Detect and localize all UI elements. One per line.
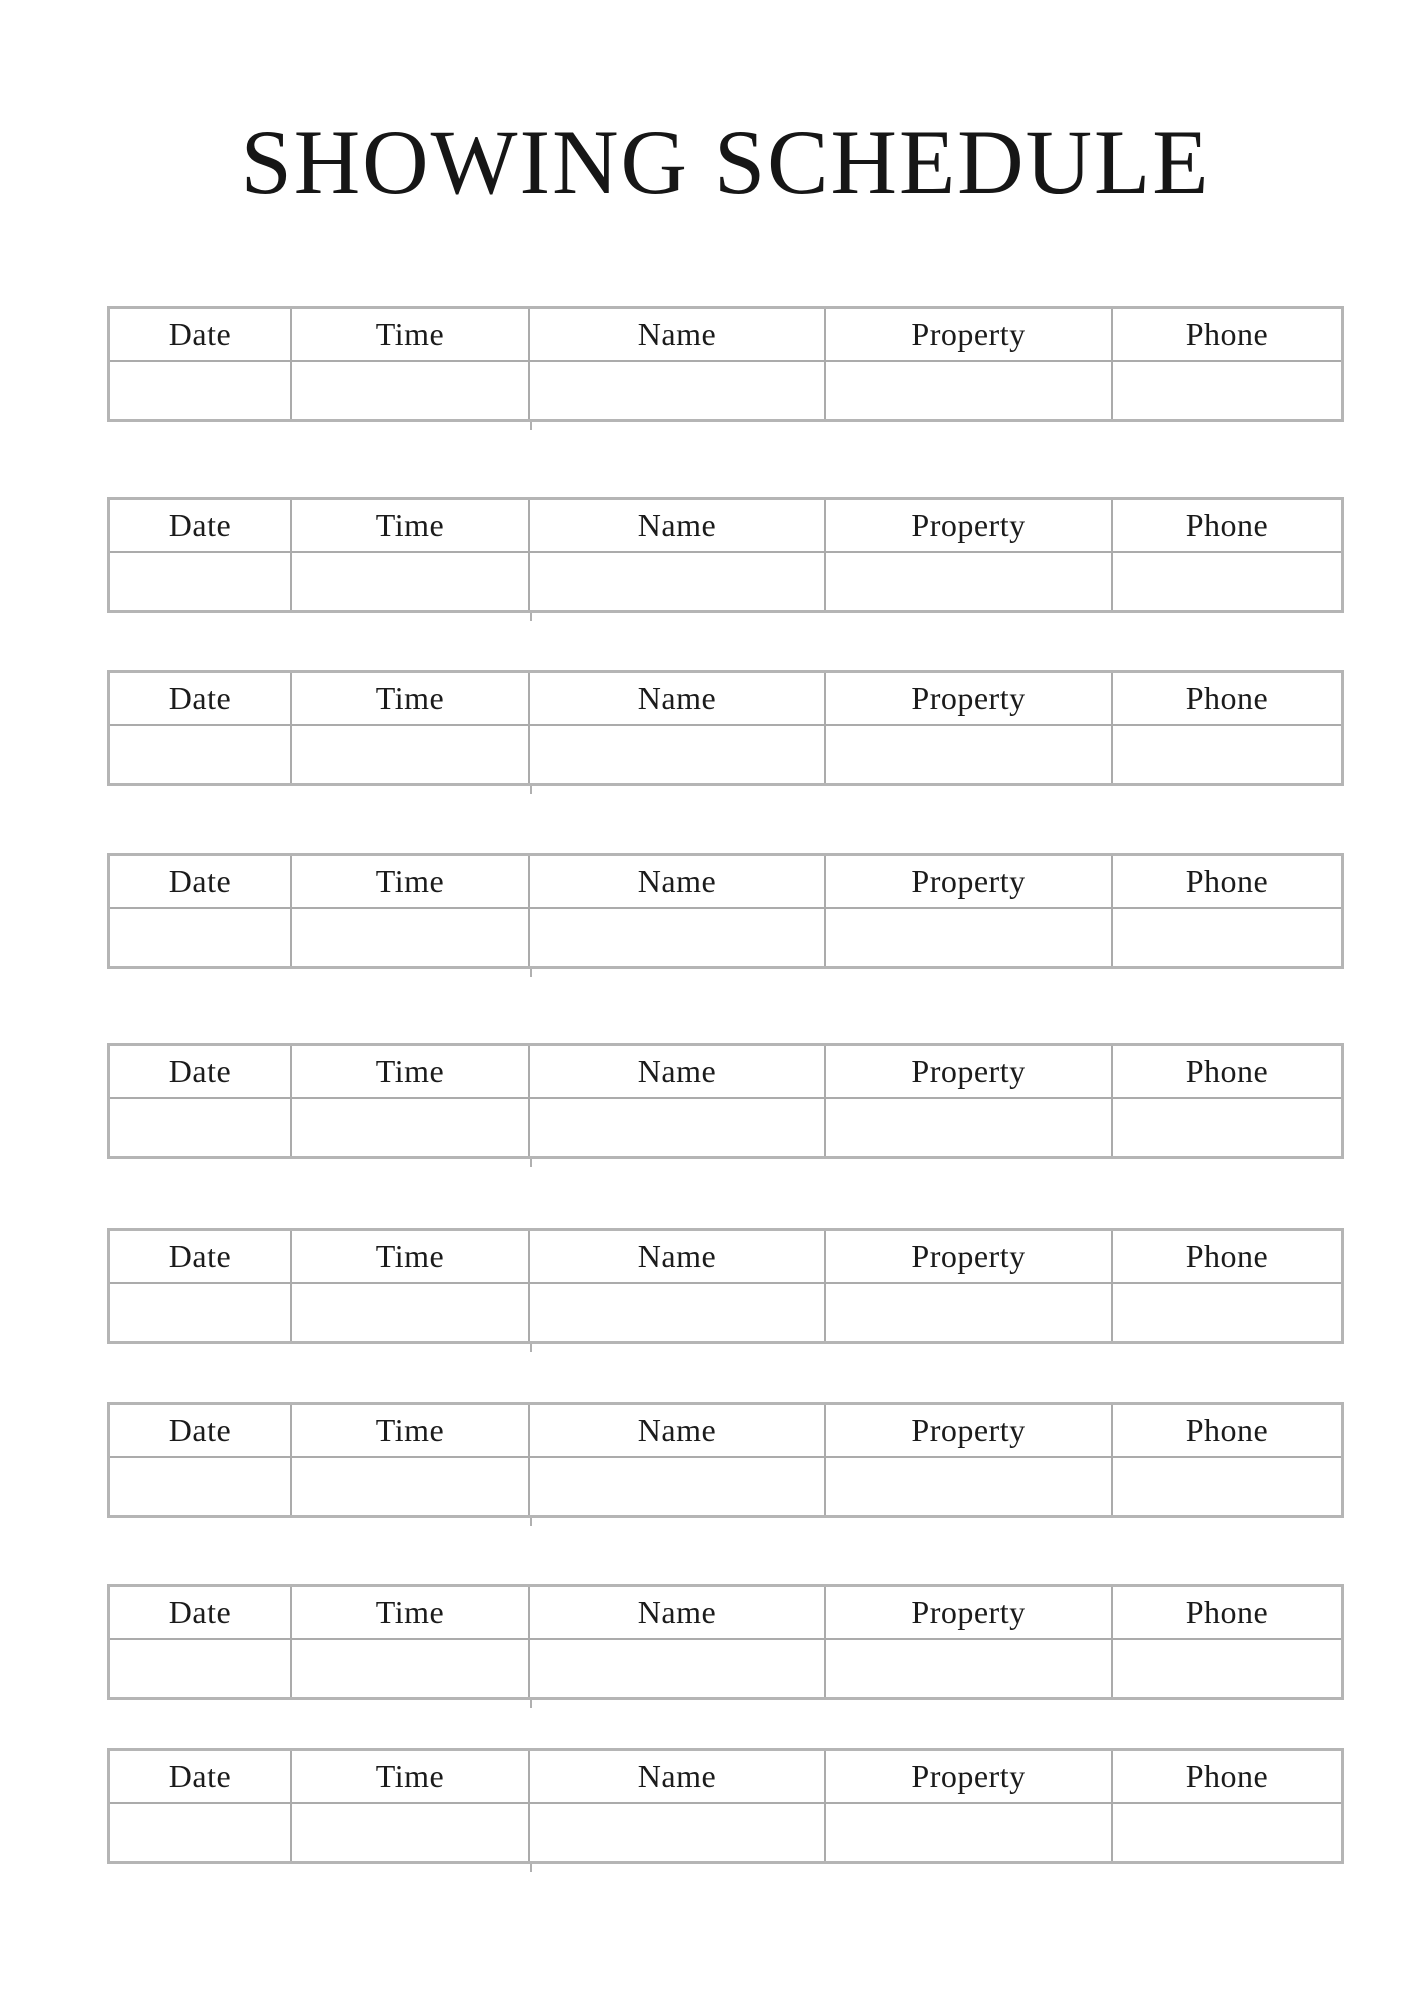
- column-header-date: Date: [110, 500, 292, 551]
- entry-cell-phone[interactable]: [1113, 362, 1341, 419]
- column-header-time: Time: [292, 1587, 530, 1638]
- entry-cell-name[interactable]: [530, 1640, 826, 1697]
- table-header-row: [110, 500, 1341, 553]
- table-entry-row: [110, 909, 1341, 966]
- entry-cell-property[interactable]: [826, 553, 1113, 610]
- table-entry-row: [110, 1458, 1341, 1515]
- showing-schedule-table: [107, 1228, 1344, 1344]
- entry-cell-date[interactable]: [110, 362, 292, 419]
- entry-cell-time[interactable]: [292, 909, 530, 966]
- column-header-time: Time: [292, 1405, 530, 1456]
- showing-schedule-table: [107, 306, 1344, 422]
- showing-schedule-table: [107, 670, 1344, 786]
- table-entry-row: [110, 1099, 1341, 1156]
- entry-cell-property[interactable]: [826, 909, 1113, 966]
- column-header-phone: Phone: [1185, 863, 1269, 899]
- entry-cell-time[interactable]: [292, 1284, 530, 1341]
- page-title: SHOWING SCHEDULE: [240, 111, 1211, 213]
- column-header-property: Property: [826, 673, 1113, 724]
- column-header-date: Date: [110, 309, 292, 360]
- column-header-property: Property: [826, 309, 1113, 360]
- column-header-time: Time: [292, 309, 530, 360]
- entry-cell-name[interactable]: [530, 362, 826, 419]
- entry-cell-property[interactable]: [826, 726, 1113, 783]
- column-header-name: Name: [530, 1046, 826, 1097]
- entry-cell-phone[interactable]: [1113, 1804, 1341, 1861]
- entry-cell-phone[interactable]: [1113, 553, 1341, 610]
- table-border-stub: [530, 1159, 532, 1167]
- table-header-row: [110, 673, 1341, 726]
- entry-cell-time[interactable]: [292, 1099, 530, 1156]
- entry-cell-time[interactable]: [292, 1458, 530, 1515]
- column-header-property: Property: [826, 1587, 1113, 1638]
- entry-cell-phone[interactable]: [1113, 1640, 1341, 1697]
- showing-schedule-table: [107, 1043, 1344, 1159]
- column-header-name: Name: [530, 1231, 826, 1282]
- entry-cell-date[interactable]: [110, 553, 292, 610]
- column-header-property: Property: [826, 856, 1113, 907]
- column-header-phone: Phone: [1185, 680, 1269, 716]
- column-header-phone: Phone: [1185, 316, 1269, 352]
- column-header-name: Name: [530, 1405, 826, 1456]
- table-border-stub: [530, 1864, 532, 1872]
- column-header-time: Time: [292, 500, 530, 551]
- entry-cell-date[interactable]: [110, 726, 292, 783]
- entry-cell-date[interactable]: [110, 1804, 292, 1861]
- column-header-property: Property: [826, 1046, 1113, 1097]
- showing-schedule-table: [107, 853, 1344, 969]
- entry-cell-time[interactable]: [292, 726, 530, 783]
- column-header-name: Name: [530, 309, 826, 360]
- table-header-row: [110, 1231, 1341, 1284]
- table-entry-row: [110, 1284, 1341, 1341]
- entry-cell-date[interactable]: [110, 1099, 292, 1156]
- entry-cell-phone[interactable]: [1113, 1284, 1341, 1341]
- entry-cell-phone[interactable]: [1113, 1099, 1341, 1156]
- table-entry-row: [110, 1640, 1341, 1697]
- column-header-phone: Phone: [1185, 1412, 1269, 1448]
- column-header-date: Date: [110, 1231, 292, 1282]
- entry-cell-name[interactable]: [530, 726, 826, 783]
- table-entry-row: [110, 362, 1341, 419]
- entry-cell-time[interactable]: [292, 362, 530, 419]
- column-header-time: Time: [292, 856, 530, 907]
- table-header-row: [110, 1405, 1341, 1458]
- entry-cell-date[interactable]: [110, 1284, 292, 1341]
- column-header-phone: Phone: [1185, 1758, 1269, 1794]
- table-header-row: [110, 856, 1341, 909]
- column-header-phone: Phone: [1185, 1053, 1269, 1089]
- column-header-date: Date: [110, 1405, 292, 1456]
- table-border-stub: [530, 1344, 532, 1352]
- entry-cell-property[interactable]: [826, 362, 1113, 419]
- table-border-stub: [530, 422, 532, 430]
- entry-cell-property[interactable]: [826, 1099, 1113, 1156]
- entry-cell-time[interactable]: [292, 1804, 530, 1861]
- entry-cell-name[interactable]: [530, 553, 826, 610]
- entry-cell-name[interactable]: [530, 1284, 826, 1341]
- table-header-row: [110, 309, 1341, 362]
- table-border-stub: [530, 613, 532, 621]
- table-border-stub: [530, 786, 532, 794]
- column-header-property: Property: [826, 500, 1113, 551]
- table-entry-row: [110, 726, 1341, 783]
- column-header-date: Date: [110, 1587, 292, 1638]
- column-header-date: Date: [110, 673, 292, 724]
- entry-cell-date[interactable]: [110, 909, 292, 966]
- column-header-name: Name: [530, 673, 826, 724]
- entry-cell-property[interactable]: [826, 1284, 1113, 1341]
- entry-cell-time[interactable]: [292, 553, 530, 610]
- column-header-property: Property: [826, 1751, 1113, 1802]
- table-border-stub: [530, 969, 532, 977]
- showing-schedule-table: [107, 1584, 1344, 1700]
- column-header-date: Date: [110, 1751, 292, 1802]
- entry-cell-property[interactable]: [826, 1458, 1113, 1515]
- column-header-time: Time: [292, 1231, 530, 1282]
- column-header-time: Time: [292, 1046, 530, 1097]
- table-entry-row: [110, 1804, 1341, 1861]
- column-header-phone: Phone: [1185, 1238, 1269, 1274]
- table-header-row: [110, 1587, 1341, 1640]
- column-header-time: Time: [292, 673, 530, 724]
- showing-schedule-table: [107, 1748, 1344, 1864]
- entry-cell-date[interactable]: [110, 1458, 292, 1515]
- table-border-stub: [530, 1700, 532, 1708]
- entry-cell-name[interactable]: [530, 1099, 826, 1156]
- column-header-phone: Phone: [1185, 1594, 1269, 1630]
- column-header-name: Name: [530, 1751, 826, 1802]
- entry-cell-phone[interactable]: [1113, 1458, 1341, 1515]
- column-header-property: Property: [826, 1231, 1113, 1282]
- entry-cell-phone[interactable]: [1113, 909, 1341, 966]
- entry-cell-name[interactable]: [530, 909, 826, 966]
- entry-cell-name[interactable]: [530, 1804, 826, 1861]
- table-entry-row: [110, 553, 1341, 610]
- column-header-date: Date: [110, 1046, 292, 1097]
- column-header-date: Date: [110, 856, 292, 907]
- column-header-name: Name: [530, 1587, 826, 1638]
- entry-cell-name[interactable]: [530, 1458, 826, 1515]
- table-header-row: [110, 1751, 1341, 1804]
- column-header-name: Name: [530, 856, 826, 907]
- showing-schedule-table: [107, 497, 1344, 613]
- column-header-phone: Phone: [1185, 507, 1269, 543]
- table-border-stub: [530, 1518, 532, 1526]
- entry-cell-phone[interactable]: [1113, 726, 1341, 783]
- entry-cell-property[interactable]: [826, 1640, 1113, 1697]
- entry-cell-time[interactable]: [292, 1640, 530, 1697]
- column-header-time: Time: [292, 1751, 530, 1802]
- column-header-name: Name: [530, 500, 826, 551]
- table-header-row: [110, 1046, 1341, 1099]
- entry-cell-date[interactable]: [110, 1640, 292, 1697]
- entry-cell-property[interactable]: [826, 1804, 1113, 1861]
- showing-schedule-table: [107, 1402, 1344, 1518]
- column-header-property: Property: [826, 1405, 1113, 1456]
